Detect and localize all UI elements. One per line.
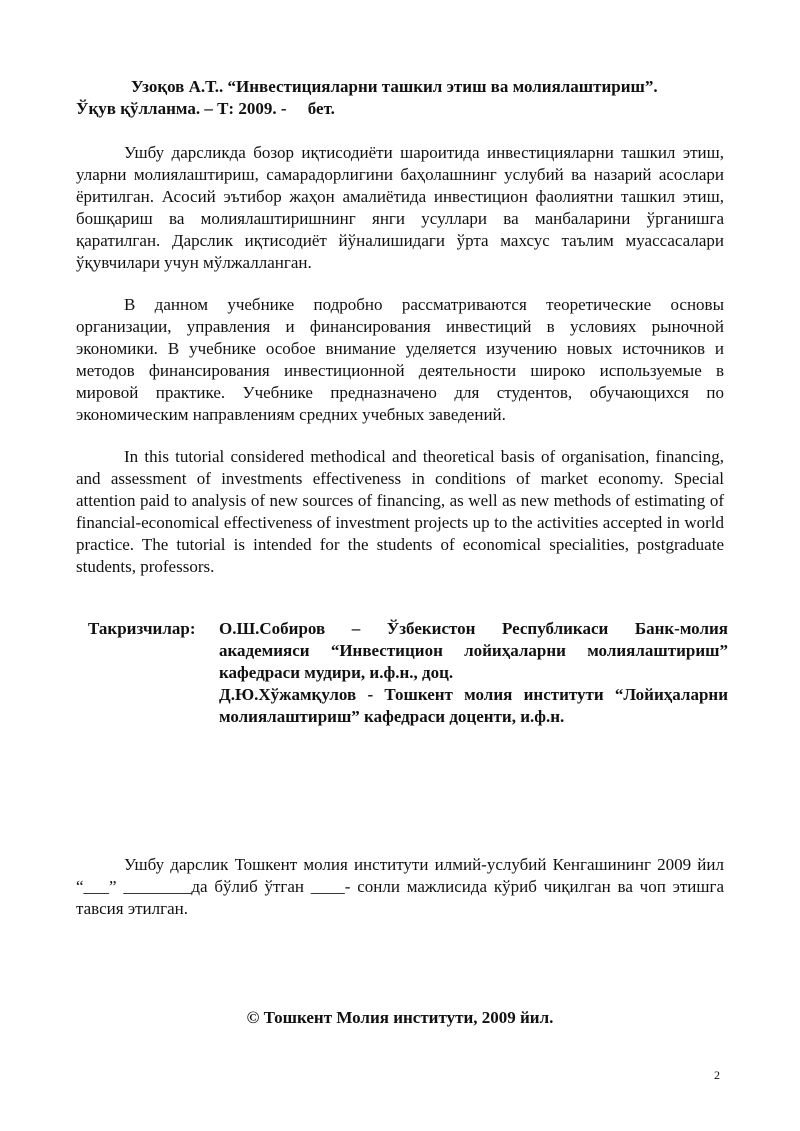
page-number: 2 [714,1068,720,1082]
reviewers-label: Такризчилар: [88,619,196,638]
reviewers-list [219,618,728,728]
copyright-line: © Тошкент Молия институти, 2009 йил. [246,1008,554,1027]
annotation-uzbek: Ушбу дарсликда бозор иқтисодиёти шароитида инвестицияларни ташкил этиш, уларни молиялаштириш, самарадорлигини баҳолашнинг услубий ва назарий асослари ёритилган. Асосий эътибор жаҳон амалиётида инвестицион фаолиятни ташкил этиш, бошқариш ва молиялаштиришнинг янги усуллари ва манбаларини ўрганишга қаратилган. Дарслик иқтисодиёт йўналишидаги ўрта махсус таълим муассасалари ўқувчилари учун мўлжалланган. [76,143,724,272]
reviewer-1: О.Ш.Собиров – Ўзбекистон Республикаси Банк-молия академияси “Инвестицион лойиҳаларни молиялаштириш” кафедраси мудири, и.ф.н., доц. [219,619,728,682]
annotation-russian: В данном учебнике подробно рассматриваются теоретические основы организации, управления и финансирования инвестиций в условиях рыночной экономики. В учебнике особое внимание уделяется изучению новых источников и методов финансирования инвестиционной деятельности широко используемые в мировой практике. Учебнике предназначено для студентов, обучающихся по экономическим направлениям средних учебных заведений. [76,295,724,424]
bibliography-line-2: Ўқув қўлланма. – Т: 2009. - бет. [76,99,335,118]
annotation-english: In this tutorial considered methodical and theoretical basis of organisation, financing, and assessment of investments effectiveness in conditions of market economy. Special attention paid to analysis of new sources of financing, as well as new methods of estimating of financial-economical effectiveness of investment projects up to the activities accepted in world practice. The tutorial is intended for the students of economical specialities, postgraduate students, professors. [76,447,724,576]
approval-note: Ушбу дарслик Тошкент молия институти илмий-услубий Кенгашининг 2009 йил “___” ________да бўлиб ўтган ____- сонли мажлисида кўриб чиқилган ва чоп этишга тавсия этилган. [76,855,724,918]
reviewer-2: Д.Ю.Хўжамқулов - Тошкент молия институти “Лойиҳаларни молиялаштириш” кафедраси доценти, и.ф.н. [219,685,728,726]
bibliographic-reference [76,76,724,120]
bibliography-line-1: Узоқов А.Т.. “Инвестицияларни ташкил этиш ва молиялаштириш”. [131,77,658,96]
